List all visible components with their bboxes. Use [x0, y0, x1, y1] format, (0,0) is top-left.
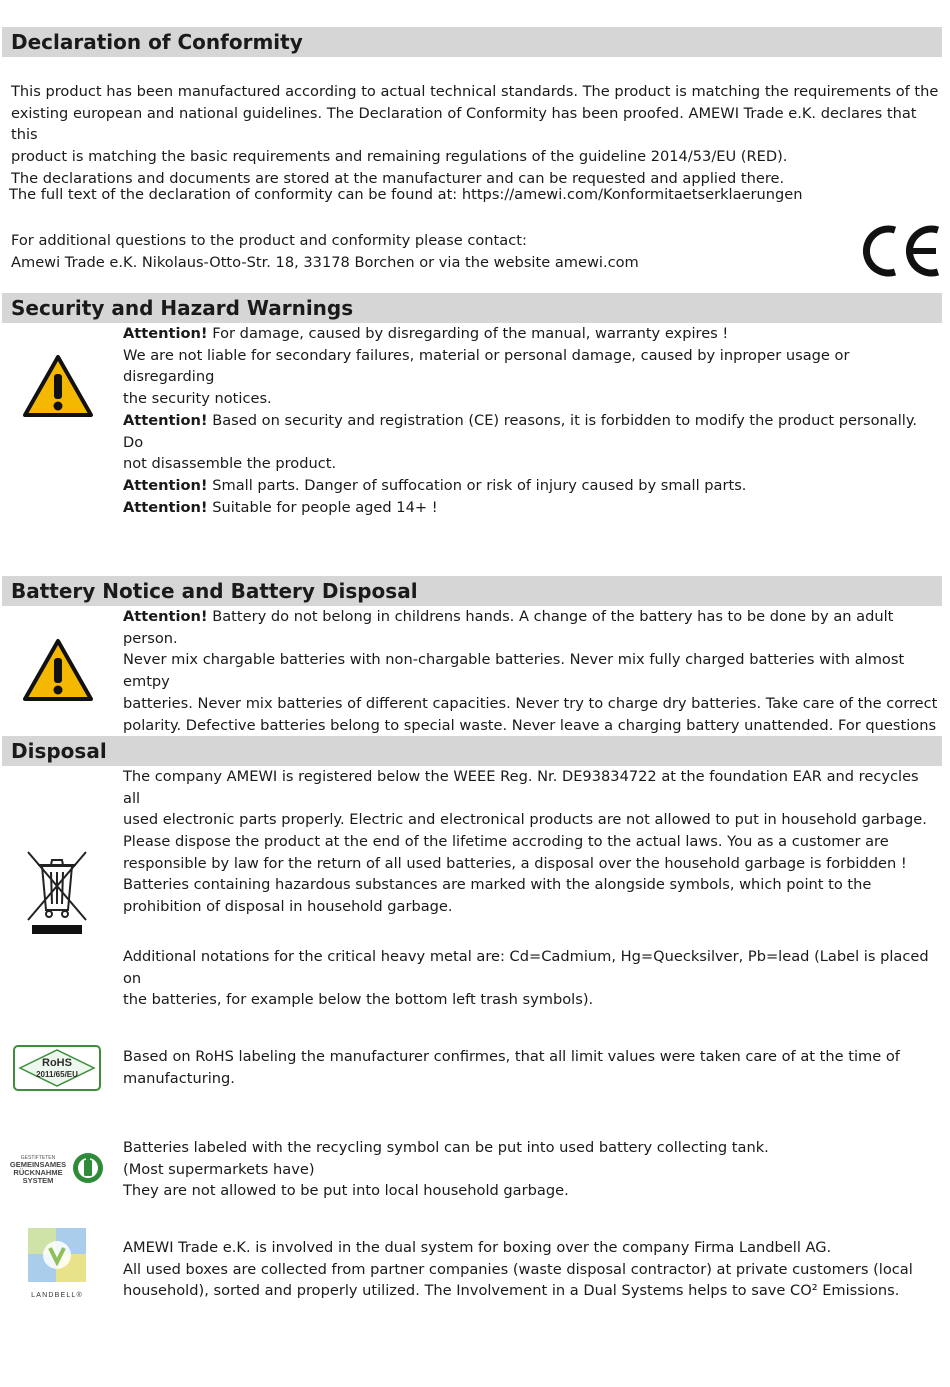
rohs-line: manufacturing.	[123, 1069, 235, 1087]
declaration-full-text-link: The full text of the declaration of conformity can be found at: https://amewi.com/Konformitaetserklaerungen	[9, 186, 803, 203]
hazard-line: prohibition of disposal in household garbage.	[123, 897, 453, 915]
battery-line: Never mix chargable batteries with non-chargable batteries. Never mix fully charged batteries with almost emtpy	[123, 651, 905, 691]
security-line: We are not liable for secondary failures, material or personal damage, caused by inproper usage or disregarding	[123, 346, 850, 386]
security-line: Attention! Suitable for people aged 14+ !	[123, 498, 438, 516]
landbell-line: AMEWI Trade e.K. is involved in the dual system for boxing over the company Firma Landbell AG.	[123, 1239, 832, 1256]
declaration-line: The declarations and documents are stored at the manufacturer and can be requested and applied there.	[11, 169, 785, 187]
grs-logo-line1: GESTIFTETEN	[20, 1155, 56, 1161]
crossed-bin-icon	[24, 848, 90, 936]
battery-line: Attention! Battery do not belong in childrens hands. A change of the battery has to be done by an adult person.	[123, 608, 894, 647]
metals-line: the batteries, for example below the bottom left trash symbols).	[123, 991, 594, 1009]
disposal-weee-paragraph	[123, 766, 938, 875]
rohs-logo-line2: 2011/65/EU	[36, 1070, 78, 1079]
grs-line: (Most supermarkets have)	[123, 1160, 315, 1178]
disposal-landbell-paragraph	[123, 1237, 938, 1302]
battery-line: polarity. Defective batteries belong to special waste. Never leave a charging battery unattended. For questions	[123, 716, 937, 734]
declaration-paragraph	[11, 81, 941, 190]
security-line: Attention! For damage, caused by disregarding of the manual, warranty expires !	[123, 325, 729, 342]
disposal-rohs-paragraph	[123, 1046, 938, 1089]
security-line: Attention! Based on security and registration (CE) reasons, it is forbidden to modify the product personally. Do	[123, 411, 918, 451]
declaration-line: existing european and national guidelines. The Declaration of Conformity has been proofed. AMEWI Trade e.K. declares that this	[11, 104, 917, 144]
landbell-line: All used boxes are collected from partner companies (waste disposal contractor) at private customers (local	[123, 1260, 913, 1278]
ce-mark-icon	[862, 222, 942, 280]
grs-logo-line4: SYSTEM	[22, 1176, 54, 1185]
warning-triangle-icon	[22, 354, 94, 418]
declaration-contact	[11, 230, 639, 273]
grs-line: They are not allowed to be put into local household garbage.	[123, 1182, 569, 1200]
landbell-logo-text: LANDBELL®	[31, 1292, 83, 1299]
grs-logo-line2: GEMEINSAMES	[9, 1160, 67, 1169]
weee-line: Please dispose the product at the end of the lifetime accroding to the actual laws. You as a customer are	[123, 833, 889, 851]
security-line: the security notices.	[123, 390, 272, 408]
security-line: not disassemble the product.	[123, 455, 337, 473]
weee-line: used electronic parts properly. Electric and electronical products are not allowed to put in household garbage.	[123, 811, 927, 829]
weee-line: responsible by law for the return of all used batteries, a disposal over the household garbage is forbidden !	[123, 854, 907, 872]
declaration-line: This product has been manufactured according to actual technical standards. The product is matching the requirements of the	[11, 83, 939, 100]
disposal-grs-paragraph	[123, 1137, 938, 1202]
warning-triangle-icon	[22, 638, 94, 702]
section-header-disposal: Disposal	[2, 736, 942, 766]
landbell-logo-icon	[22, 1222, 92, 1302]
battery-line: batteries. Never mix batteries of different capacities. Never try to charge dry batteries. Take care of the correct	[123, 694, 938, 712]
security-line: Attention! Small parts. Danger of suffocation or risk of injury caused by small parts.	[123, 476, 747, 494]
security-warnings	[123, 323, 938, 518]
disposal-hazard-paragraph	[123, 874, 938, 917]
contact-line: For additional questions to the product and conformity please contact:	[11, 232, 527, 249]
contact-line: Amewi Trade e.K. Nikolaus-Otto-Str. 18, 33178 Borchen or via the website amewi.com	[11, 253, 639, 271]
weee-line: The company AMEWI is registered below the WEEE Reg. Nr. DE93834722 at the foundation EAR and recycles all	[123, 768, 919, 807]
rohs-logo-line1: RoHS	[42, 1057, 72, 1069]
grs-logo-line3: RÜCKNAHME	[13, 1168, 63, 1177]
section-header-declaration: Declaration of Conformity	[2, 27, 942, 57]
rohs-line: Based on RoHS labeling the manufacturer confirmes, that all limit values were taken care of at the time of	[123, 1048, 900, 1065]
grs-recycling-logo-icon	[8, 1150, 106, 1188]
section-header-security: Security and Hazard Warnings	[2, 293, 942, 323]
declaration-line: product is matching the basic requirements and remaining regulations of the guideline 2014/53/EU (RED).	[11, 148, 788, 166]
disposal-metals-paragraph	[123, 946, 938, 1011]
landbell-line: household), sorted and properly utilized. The Involvement in a Dual Systems helps to save CO² Emissions.	[123, 1282, 900, 1300]
grs-line: Batteries labeled with the recycling symbol can be put into used battery collecting tank.	[123, 1139, 769, 1156]
section-header-battery: Battery Notice and Battery Disposal	[2, 576, 942, 606]
rohs-logo-icon	[12, 1044, 102, 1092]
metals-line: Additional notations for the critical heavy metal are: Cd=Cadmium, Hg=Quecksilver, Pb=lead (Label is placed on	[123, 948, 929, 987]
hazard-line: Batteries containing hazardous substances are marked with the alongside symbols, which point to the	[123, 876, 872, 893]
